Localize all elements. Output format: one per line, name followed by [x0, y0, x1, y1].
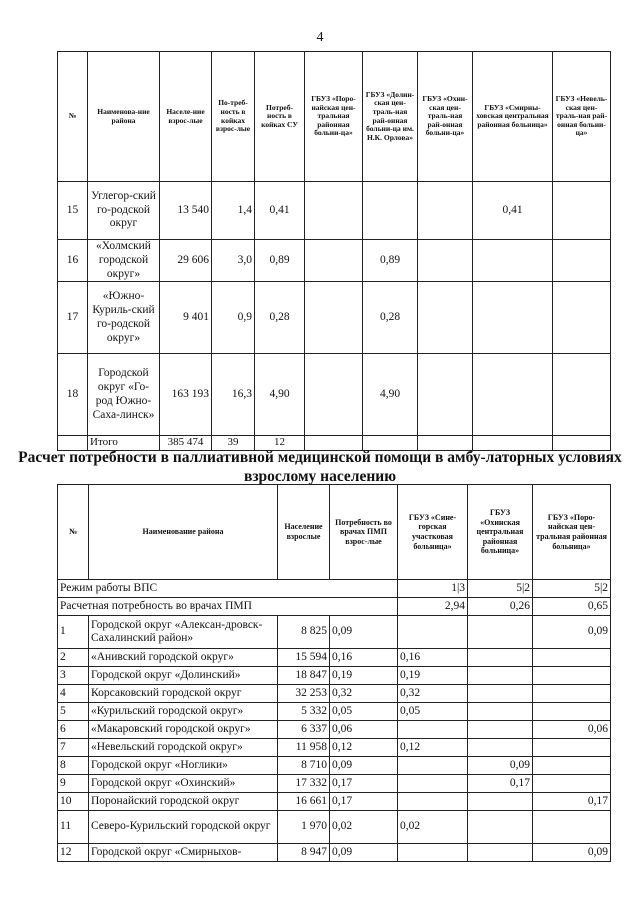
- hospital-value-cell: 0,89: [363, 240, 418, 282]
- hospital-value-cell: 0,12: [398, 739, 468, 757]
- hospital-value-cell: [468, 667, 533, 685]
- doctor-need-cell: 0,02: [330, 811, 398, 844]
- column-header: Наименова-ние района: [88, 52, 160, 182]
- district-name-cell: «Невельский городской округ»: [89, 739, 278, 757]
- hospital-value-cell: 0,28: [363, 282, 418, 354]
- calc-value-cell: 2,94: [398, 598, 468, 616]
- row-number-cell: 18: [58, 354, 88, 436]
- hospital-value-cell: [468, 793, 533, 811]
- doctor-need-cell: 0,17: [330, 793, 398, 811]
- total-empty-cell: [363, 436, 418, 450]
- hospital-value-cell: [468, 739, 533, 757]
- hospital-value-cell: [398, 616, 468, 649]
- total-row: [58, 436, 611, 450]
- bed-need-su-cell: 0,28: [255, 282, 305, 354]
- hospital-value-cell: [398, 844, 468, 862]
- row-number-cell: 10: [58, 793, 89, 811]
- hospital-value-cell: [305, 282, 363, 354]
- hospital-value-cell: [553, 282, 611, 354]
- table-row: [58, 775, 611, 793]
- doctor-need-cell: 0,09: [330, 757, 398, 775]
- population-cell: 32 253: [278, 685, 330, 703]
- population-cell: 11 958: [278, 739, 330, 757]
- hospital-value-cell: [473, 282, 553, 354]
- doctor-need-cell: 0,19: [330, 667, 398, 685]
- mode-label-cell: Режим работы ВПС: [58, 580, 398, 598]
- hospital-value-cell: 0,05: [398, 703, 468, 721]
- total-beds-cell: 39: [212, 436, 255, 450]
- hospital-value-cell: [398, 757, 468, 775]
- hospital-value-cell: [363, 182, 418, 240]
- district-name-cell: «Макаровский городской округ»: [89, 721, 278, 739]
- population-cell: 8 947: [278, 844, 330, 862]
- hospital-value-cell: 0,41: [473, 182, 553, 240]
- population-cell: 5 332: [278, 703, 330, 721]
- calc-label-cell: Расчетная потребность во врачах ПМП: [58, 598, 398, 616]
- hospital-value-cell: [553, 182, 611, 240]
- column-header: ГБУЗ «Поро-найская цен-тральная районная больница»: [533, 485, 611, 580]
- row-number-cell: 6: [58, 721, 89, 739]
- hospital-value-cell: 0,09: [533, 844, 611, 862]
- row-number-cell: 16: [58, 240, 88, 282]
- hospital-value-cell: [468, 685, 533, 703]
- hospital-value-cell: [398, 721, 468, 739]
- calc-row: [58, 598, 611, 616]
- hospital-value-cell: 0,32: [398, 685, 468, 703]
- column-header: ГБУЗ «Сине-горская участковая больница»: [398, 485, 468, 580]
- total-empty-cell: [473, 436, 553, 450]
- column-header: Населе-ние взрос-лые: [160, 52, 212, 182]
- table-row: [58, 721, 611, 739]
- row-number-cell: 12: [58, 844, 89, 862]
- column-header: Потреб-ность в койках СУ: [255, 52, 305, 182]
- row-number-cell: 1: [58, 616, 89, 649]
- hospital-value-cell: [398, 793, 468, 811]
- total-population-cell: 385 474: [160, 436, 212, 450]
- hospital-value-cell: 0,19: [398, 667, 468, 685]
- hospital-value-cell: [533, 667, 611, 685]
- hospital-value-cell: 0,09: [468, 757, 533, 775]
- table-row: [58, 649, 611, 667]
- district-name-cell: Поронайский городской округ: [89, 793, 278, 811]
- bed-needs-table: [57, 51, 611, 451]
- bed-need-cell: 1,4: [212, 182, 255, 240]
- bed-need-su-cell: 4,90: [255, 354, 305, 436]
- hospital-value-cell: 4,90: [363, 354, 418, 436]
- district-name-cell: Городской округ «Алексан-дровск-Сахалинский район»: [89, 616, 278, 649]
- doctor-need-cell: 0,06: [330, 721, 398, 739]
- table-row: [58, 739, 611, 757]
- row-number-cell: 2: [58, 649, 89, 667]
- district-name-cell: Городской округ «Смирныхов-: [89, 844, 278, 862]
- column-header: Потребность во врачах ПМП взрос-лые: [330, 485, 398, 580]
- calc-value-cell: 0,26: [468, 598, 533, 616]
- table-row: [58, 182, 611, 240]
- hospital-value-cell: [533, 775, 611, 793]
- hospital-value-cell: [418, 282, 473, 354]
- hospital-value-cell: [468, 811, 533, 844]
- row-number-cell: 7: [58, 739, 89, 757]
- hospital-value-cell: [418, 182, 473, 240]
- hospital-value-cell: [418, 240, 473, 282]
- table-row: [58, 240, 611, 282]
- hospital-value-cell: [533, 703, 611, 721]
- row-number-cell: 11: [58, 811, 89, 844]
- hospital-value-cell: [533, 757, 611, 775]
- total-empty-cell: [418, 436, 473, 450]
- bed-need-su-cell: 0,41: [255, 182, 305, 240]
- column-header: №: [58, 52, 88, 182]
- column-header: Наименование района: [89, 485, 278, 580]
- hospital-value-cell: 0,16: [398, 649, 468, 667]
- district-name-cell: Городской округ «Ноглики»: [89, 757, 278, 775]
- hospital-value-cell: [533, 649, 611, 667]
- mode-row: [58, 580, 611, 598]
- doctor-need-cell: 0,09: [330, 844, 398, 862]
- total-empty-cell: [305, 436, 363, 450]
- population-cell: 163 193: [160, 354, 212, 436]
- population-cell: 6 337: [278, 721, 330, 739]
- page-number: 4: [316, 30, 324, 45]
- doctor-need-cell: 0,09: [330, 616, 398, 649]
- hospital-value-cell: [468, 721, 533, 739]
- hospital-value-cell: [398, 775, 468, 793]
- population-cell: 8 710: [278, 757, 330, 775]
- hospital-value-cell: [305, 182, 363, 240]
- total-empty-cell: [58, 436, 88, 450]
- table-row: [58, 811, 611, 844]
- table-row: [58, 616, 611, 649]
- table-row: [58, 667, 611, 685]
- row-number-cell: 9: [58, 775, 89, 793]
- table-row: [58, 354, 611, 436]
- bed-need-cell: 16,3: [212, 354, 255, 436]
- population-cell: 15 594: [278, 649, 330, 667]
- table-row: [58, 685, 611, 703]
- column-header: ГБУЗ «Невель-ская цен-траль-ная рай-онная больни-ца»: [553, 52, 611, 182]
- table-row: [58, 793, 611, 811]
- hospital-value-cell: [468, 649, 533, 667]
- mode-value-cell: 5|2: [533, 580, 611, 598]
- mode-value-cell: 5|2: [468, 580, 533, 598]
- column-header: ГБУЗ «Смирны-ховская центральная районная больница»: [473, 52, 553, 182]
- population-cell: 9 401: [160, 282, 212, 354]
- district-name-cell: Городской округ «Го-род Южно-Саха-линск»: [88, 354, 160, 436]
- hospital-value-cell: [468, 844, 533, 862]
- bed-need-cell: 3,0: [212, 240, 255, 282]
- population-cell: 16 661: [278, 793, 330, 811]
- district-name-cell: Корсаковский городской округ: [89, 685, 278, 703]
- district-name-cell: «Южно-Куриль-ский го-родской округ»: [88, 282, 160, 354]
- hospital-value-cell: 0,17: [533, 793, 611, 811]
- district-name-cell: Северо-Курильский городской округ: [89, 811, 278, 844]
- table-row: [58, 844, 611, 862]
- district-name-cell: Городской округ «Долинский»: [89, 667, 278, 685]
- hospital-value-cell: [533, 739, 611, 757]
- hospital-value-cell: [418, 354, 473, 436]
- hospital-value-cell: [468, 703, 533, 721]
- column-header: №: [58, 485, 89, 580]
- row-number-cell: 3: [58, 667, 89, 685]
- calc-value-cell: 0,65: [533, 598, 611, 616]
- population-cell: 17 332: [278, 775, 330, 793]
- population-cell: 18 847: [278, 667, 330, 685]
- bed-need-su-cell: 0,89: [255, 240, 305, 282]
- table-row: [58, 282, 611, 354]
- doctor-need-cell: 0,12: [330, 739, 398, 757]
- district-name-cell: «Холмский городской округ»: [88, 240, 160, 282]
- row-number-cell: 8: [58, 757, 89, 775]
- population-cell: 29 606: [160, 240, 212, 282]
- mode-value-cell: 1|3: [398, 580, 468, 598]
- total-empty-cell: [553, 436, 611, 450]
- doctor-need-cell: 0,05: [330, 703, 398, 721]
- hospital-value-cell: [533, 811, 611, 844]
- doctor-need-cell: 0,17: [330, 775, 398, 793]
- district-name-cell: «Анивский городской округ»: [89, 649, 278, 667]
- section-title: Расчет потребности в паллиативной медицинской помощи в амбу-латорных условиях взрослому населению: [18, 449, 622, 485]
- column-header: ГБУЗ «Охинская центральная районная больница»: [468, 485, 533, 580]
- column-header: ГБУЗ «Охин-ская цен-траль-ная рай-онная больни-ца»: [418, 52, 473, 182]
- hospital-value-cell: [468, 616, 533, 649]
- doctor-need-cell: 0,16: [330, 649, 398, 667]
- hospital-value-cell: [533, 685, 611, 703]
- population-cell: 8 825: [278, 616, 330, 649]
- hospital-value-cell: 0,09: [533, 616, 611, 649]
- column-header: ГБУЗ «Долин-ская цен-траль-ная рай-онная больни-ца им. Н.К. Орлова»: [363, 52, 418, 182]
- hospital-value-cell: [305, 354, 363, 436]
- hospital-value-cell: [473, 240, 553, 282]
- table-row: [58, 757, 611, 775]
- hospital-value-cell: 0,17: [468, 775, 533, 793]
- district-name-cell: Городской округ «Охинский»: [89, 775, 278, 793]
- district-name-cell: «Курильский городской округ»: [89, 703, 278, 721]
- table-row: [58, 703, 611, 721]
- hospital-value-cell: [553, 354, 611, 436]
- hospital-value-cell: [553, 240, 611, 282]
- column-header: ГБУЗ «Поро-найская цен-тральная районная больни-ца»: [305, 52, 363, 182]
- hospital-value-cell: 0,06: [533, 721, 611, 739]
- hospital-value-cell: [305, 240, 363, 282]
- district-name-cell: Углегор-ский го-родской округ: [88, 182, 160, 240]
- hospital-value-cell: 0,02: [398, 811, 468, 844]
- palliative-care-table: [57, 484, 611, 862]
- population-cell: 13 540: [160, 182, 212, 240]
- bed-need-cell: 0,9: [212, 282, 255, 354]
- total-label-cell: Итого: [88, 436, 160, 450]
- row-number-cell: 17: [58, 282, 88, 354]
- row-number-cell: 5: [58, 703, 89, 721]
- doctor-need-cell: 0,32: [330, 685, 398, 703]
- hospital-value-cell: [473, 354, 553, 436]
- row-number-cell: 15: [58, 182, 88, 240]
- total-su-cell: 12: [255, 436, 305, 450]
- row-number-cell: 4: [58, 685, 89, 703]
- column-header: Население взрослые: [278, 485, 330, 580]
- population-cell: 1 970: [278, 811, 330, 844]
- column-header: По-треб-ность в койках взрос-лые: [212, 52, 255, 182]
